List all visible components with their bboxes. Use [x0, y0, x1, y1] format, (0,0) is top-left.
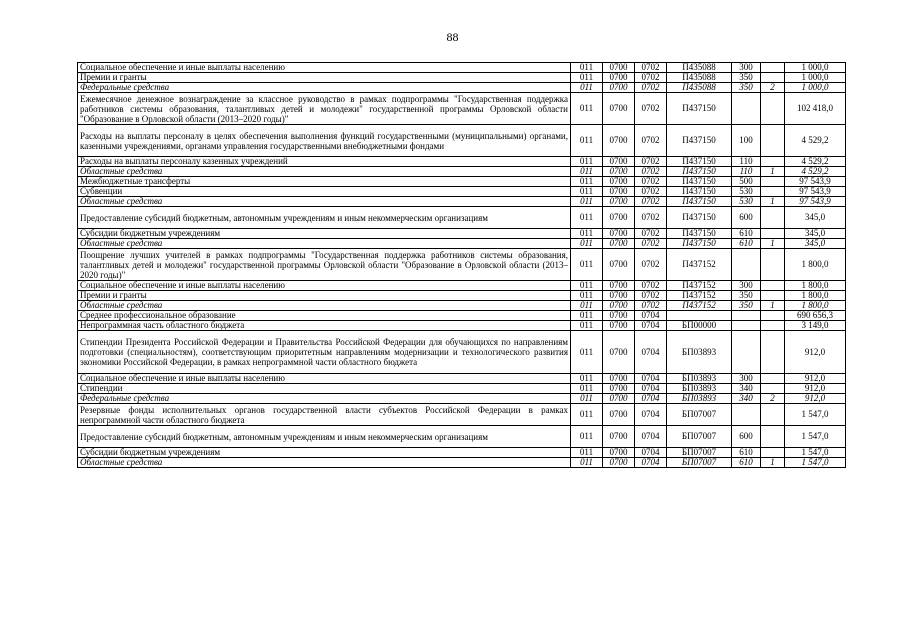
row-subsection-code: 0704 — [635, 311, 667, 321]
row-target-code: П437152 — [667, 291, 732, 301]
table-row — [78, 197, 846, 207]
row-name: Премии и гранты — [78, 291, 571, 301]
row-section-code: 0700 — [603, 458, 635, 468]
row-section-code: 0700 — [603, 448, 635, 458]
table-row — [78, 83, 846, 93]
row-target-code: БП00000 — [667, 321, 732, 331]
row-funding-source — [761, 63, 785, 73]
row-ministry-code: 011 — [571, 458, 603, 468]
row-funding-source — [761, 321, 785, 331]
row-target-code: БП07007 — [667, 404, 732, 426]
row-ministry-code: 011 — [571, 301, 603, 311]
row-section-code: 0700 — [603, 321, 635, 331]
row-ministry-code: 011 — [571, 73, 603, 83]
row-funding-source — [761, 404, 785, 426]
table-row — [78, 207, 846, 229]
row-amount: 912,0 — [785, 394, 846, 404]
table-row — [78, 167, 846, 177]
row-amount: 4 529,2 — [785, 125, 846, 157]
row-subsection-code: 0702 — [635, 249, 667, 281]
row-funding-source: 1 — [761, 301, 785, 311]
row-target-code: П435088 — [667, 73, 732, 83]
row-section-code: 0700 — [603, 63, 635, 73]
table-row — [78, 157, 846, 167]
row-expense-type: 300 — [732, 63, 761, 73]
row-funding-source: 1 — [761, 167, 785, 177]
row-subsection-code: 0704 — [635, 426, 667, 448]
row-section-code: 0700 — [603, 239, 635, 249]
row-amount: 1 000,0 — [785, 73, 846, 83]
row-ministry-code: 011 — [571, 384, 603, 394]
row-amount: 1 800,0 — [785, 249, 846, 281]
row-name: Стипендии Президента Российской Федерации и Правительства Российской Федерации для обучающихся по направлениям подготовки (специальностям), соответствующим приоритетным направлениям модернизации и технологического развития экономики Российской Федерации, в рамках непрограммной части областного бюджета — [78, 331, 571, 374]
row-subsection-code: 0702 — [635, 125, 667, 157]
row-name: Расходы на выплаты персоналу казенных учреждений — [78, 157, 571, 167]
row-target-code: П437150 — [667, 197, 732, 207]
row-section-code: 0700 — [603, 384, 635, 394]
row-name: Субсидии бюджетным учреждениям — [78, 448, 571, 458]
row-funding-source — [761, 125, 785, 157]
row-funding-source — [761, 291, 785, 301]
row-subsection-code: 0702 — [635, 63, 667, 73]
row-section-code: 0700 — [603, 167, 635, 177]
row-expense-type: 600 — [732, 426, 761, 448]
row-subsection-code: 0704 — [635, 404, 667, 426]
row-target-code: П437150 — [667, 93, 732, 125]
row-section-code: 0700 — [603, 197, 635, 207]
row-funding-source — [761, 249, 785, 281]
row-section-code: 0700 — [603, 229, 635, 239]
row-subsection-code: 0704 — [635, 458, 667, 468]
row-funding-source — [761, 281, 785, 291]
row-amount: 1 547,0 — [785, 426, 846, 448]
row-section-code: 0700 — [603, 125, 635, 157]
row-section-code: 0700 — [603, 311, 635, 321]
row-funding-source — [761, 229, 785, 239]
row-name: Субсидии бюджетным учреждениям — [78, 229, 571, 239]
row-expense-type: 610 — [732, 458, 761, 468]
row-expense-type — [732, 311, 761, 321]
row-expense-type: 350 — [732, 73, 761, 83]
row-expense-type: 350 — [732, 291, 761, 301]
row-ministry-code: 011 — [571, 83, 603, 93]
table-row — [78, 281, 846, 291]
row-funding-source — [761, 157, 785, 167]
row-subsection-code: 0702 — [635, 93, 667, 125]
row-expense-type: 610 — [732, 229, 761, 239]
row-name: Непрограммная часть областного бюджета — [78, 321, 571, 331]
row-ministry-code: 011 — [571, 125, 603, 157]
row-ministry-code: 011 — [571, 426, 603, 448]
table-row — [78, 177, 846, 187]
row-target-code: БП07007 — [667, 458, 732, 468]
row-amount: 1 000,0 — [785, 63, 846, 73]
row-subsection-code: 0702 — [635, 167, 667, 177]
row-funding-source — [761, 331, 785, 374]
table-row — [78, 448, 846, 458]
row-section-code: 0700 — [603, 187, 635, 197]
row-section-code: 0700 — [603, 404, 635, 426]
row-target-code: П437150 — [667, 157, 732, 167]
row-amount: 345,0 — [785, 207, 846, 229]
row-name: Премии и гранты — [78, 73, 571, 83]
row-expense-type: 600 — [732, 207, 761, 229]
row-target-code: П437150 — [667, 125, 732, 157]
row-expense-type: 300 — [732, 281, 761, 291]
row-section-code: 0700 — [603, 207, 635, 229]
row-ministry-code: 011 — [571, 93, 603, 125]
row-amount: 3 149,0 — [785, 321, 846, 331]
row-section-code: 0700 — [603, 83, 635, 93]
row-funding-source: 1 — [761, 239, 785, 249]
row-amount: 97 543,9 — [785, 187, 846, 197]
row-funding-source — [761, 374, 785, 384]
row-section-code: 0700 — [603, 291, 635, 301]
row-section-code: 0700 — [603, 93, 635, 125]
table-row — [78, 331, 846, 374]
row-subsection-code: 0702 — [635, 301, 667, 311]
table-row — [78, 229, 846, 239]
row-ministry-code: 011 — [571, 374, 603, 384]
row-section-code: 0700 — [603, 281, 635, 291]
row-target-code: БП03893 — [667, 374, 732, 384]
row-ministry-code: 011 — [571, 249, 603, 281]
row-ministry-code: 011 — [571, 167, 603, 177]
row-ministry-code: 011 — [571, 311, 603, 321]
row-name: Стипендии — [78, 384, 571, 394]
row-name: Среднее профессиональное образование — [78, 311, 571, 321]
row-name: Областные средства — [78, 197, 571, 207]
row-expense-type — [732, 249, 761, 281]
row-target-code: П437150 — [667, 187, 732, 197]
row-subsection-code: 0704 — [635, 394, 667, 404]
row-expense-type: 340 — [732, 384, 761, 394]
row-ministry-code: 011 — [571, 157, 603, 167]
row-name: Предоставление субсидий бюджетным, автономным учреждениям и иным некоммерческим организациям — [78, 207, 571, 229]
row-name: Поощрение лучших учителей в рамках подпрограммы "Государственная поддержка работников системы образования, талантливых детей и молодежи" государственной программы Орловской области "Образование в Орловской области (2013–2020 годы)" — [78, 249, 571, 281]
row-amount: 97 543,9 — [785, 177, 846, 187]
row-subsection-code: 0702 — [635, 73, 667, 83]
row-subsection-code: 0704 — [635, 374, 667, 384]
row-subsection-code: 0702 — [635, 239, 667, 249]
row-name: Социальное обеспечение и иные выплаты населению — [78, 63, 571, 73]
row-target-code — [667, 311, 732, 321]
row-section-code: 0700 — [603, 249, 635, 281]
table-row — [78, 125, 846, 157]
row-expense-type: 530 — [732, 197, 761, 207]
table-row — [78, 384, 846, 394]
row-ministry-code: 011 — [571, 239, 603, 249]
row-target-code: БП07007 — [667, 426, 732, 448]
row-target-code: П437150 — [667, 177, 732, 187]
budget-table — [77, 62, 846, 468]
table-row — [78, 239, 846, 249]
row-funding-source — [761, 207, 785, 229]
row-name: Резервные фонды исполнительных органов государственной власти субъектов Российской Федерации в рамках непрограммной части областного бюджета — [78, 404, 571, 426]
row-expense-type: 300 — [732, 374, 761, 384]
row-amount: 4 529,2 — [785, 167, 846, 177]
row-subsection-code: 0702 — [635, 197, 667, 207]
row-target-code: П437152 — [667, 301, 732, 311]
row-name: Федеральные средства — [78, 83, 571, 93]
row-ministry-code: 011 — [571, 187, 603, 197]
row-funding-source — [761, 448, 785, 458]
row-section-code: 0700 — [603, 73, 635, 83]
row-funding-source — [761, 311, 785, 321]
row-funding-source — [761, 177, 785, 187]
table-row — [78, 73, 846, 83]
row-name: Социальное обеспечение и иные выплаты населению — [78, 281, 571, 291]
table-row — [78, 187, 846, 197]
row-name: Расходы на выплаты персоналу в целях обеспечения выполнения функций государственными (муниципальными) органами, казенными учреждениями, органами управления государственными внебюджетными фондами — [78, 125, 571, 157]
row-expense-type: 110 — [732, 157, 761, 167]
row-expense-type: 530 — [732, 187, 761, 197]
row-target-code: П437152 — [667, 249, 732, 281]
row-ministry-code: 011 — [571, 197, 603, 207]
table-row — [78, 321, 846, 331]
row-expense-type: 610 — [732, 448, 761, 458]
row-expense-type: 340 — [732, 394, 761, 404]
table-row — [78, 426, 846, 448]
row-name: Областные средства — [78, 239, 571, 249]
row-ministry-code: 011 — [571, 207, 603, 229]
row-subsection-code: 0702 — [635, 187, 667, 197]
row-name: Межбюджетные трансферты — [78, 177, 571, 187]
row-target-code: П437152 — [667, 281, 732, 291]
row-target-code: П437150 — [667, 207, 732, 229]
row-section-code: 0700 — [603, 394, 635, 404]
row-ministry-code: 011 — [571, 177, 603, 187]
row-target-code: П435088 — [667, 63, 732, 73]
row-ministry-code: 011 — [571, 404, 603, 426]
row-amount: 4 529,2 — [785, 157, 846, 167]
row-target-code: БП03893 — [667, 394, 732, 404]
row-subsection-code: 0702 — [635, 291, 667, 301]
row-expense-type: 100 — [732, 125, 761, 157]
row-ministry-code: 011 — [571, 229, 603, 239]
row-subsection-code: 0702 — [635, 177, 667, 187]
row-funding-source — [761, 426, 785, 448]
row-amount: 912,0 — [785, 331, 846, 374]
row-target-code: П435088 — [667, 83, 732, 93]
row-ministry-code: 011 — [571, 331, 603, 374]
row-expense-type: 350 — [732, 83, 761, 93]
row-funding-source: 2 — [761, 394, 785, 404]
row-funding-source — [761, 73, 785, 83]
table-row — [78, 374, 846, 384]
row-expense-type: 110 — [732, 167, 761, 177]
row-target-code: П437150 — [667, 167, 732, 177]
row-name: Предоставление субсидий бюджетным, автономным учреждениям и иным некоммерческим организациям — [78, 426, 571, 448]
row-ministry-code: 011 — [571, 281, 603, 291]
row-amount: 97 543,9 — [785, 197, 846, 207]
row-subsection-code: 0704 — [635, 384, 667, 394]
row-subsection-code: 0702 — [635, 229, 667, 239]
row-name: Областные средства — [78, 458, 571, 468]
row-name: Ежемесячное денежное вознаграждение за классное руководство в рамках подпрограммы "Государственная поддержка работников системы образования, талантливых детей и молодежи" государственной программы Орловской области "Образование в Орловской области (2013–2020 годы)" — [78, 93, 571, 125]
table-row — [78, 93, 846, 125]
row-funding-source — [761, 384, 785, 394]
row-amount: 1 547,0 — [785, 458, 846, 468]
row-amount: 345,0 — [785, 239, 846, 249]
row-section-code: 0700 — [603, 157, 635, 167]
row-name: Субвенции — [78, 187, 571, 197]
row-funding-source: 1 — [761, 197, 785, 207]
row-target-code: БП03893 — [667, 384, 732, 394]
table-row — [78, 301, 846, 311]
row-expense-type: 500 — [732, 177, 761, 187]
row-section-code: 0700 — [603, 331, 635, 374]
row-amount: 102 418,0 — [785, 93, 846, 125]
row-ministry-code: 011 — [571, 321, 603, 331]
table-row — [78, 311, 846, 321]
row-funding-source — [761, 187, 785, 197]
table-row — [78, 249, 846, 281]
table-row — [78, 394, 846, 404]
row-subsection-code: 0702 — [635, 83, 667, 93]
row-ministry-code: 011 — [571, 291, 603, 301]
row-subsection-code: 0702 — [635, 207, 667, 229]
table-row — [78, 63, 846, 73]
row-target-code: БП07007 — [667, 448, 732, 458]
row-amount: 1 000,0 — [785, 83, 846, 93]
row-ministry-code: 011 — [571, 63, 603, 73]
row-section-code: 0700 — [603, 301, 635, 311]
row-expense-type — [732, 404, 761, 426]
row-amount: 912,0 — [785, 384, 846, 394]
row-amount: 1 547,0 — [785, 404, 846, 426]
row-subsection-code: 0704 — [635, 448, 667, 458]
row-amount: 690 656,3 — [785, 311, 846, 321]
row-target-code: П437150 — [667, 239, 732, 249]
row-funding-source: 1 — [761, 458, 785, 468]
row-name: Областные средства — [78, 167, 571, 177]
row-section-code: 0700 — [603, 177, 635, 187]
row-expense-type — [732, 321, 761, 331]
row-ministry-code: 011 — [571, 394, 603, 404]
row-amount: 1 800,0 — [785, 281, 846, 291]
row-section-code: 0700 — [603, 374, 635, 384]
row-target-code: БП03893 — [667, 331, 732, 374]
row-subsection-code: 0702 — [635, 281, 667, 291]
row-name: Областные средства — [78, 301, 571, 311]
row-expense-type — [732, 93, 761, 125]
row-expense-type: 350 — [732, 301, 761, 311]
row-subsection-code: 0704 — [635, 321, 667, 331]
table-row — [78, 458, 846, 468]
table-row — [78, 404, 846, 426]
row-subsection-code: 0704 — [635, 331, 667, 374]
row-amount: 1 800,0 — [785, 291, 846, 301]
row-name: Социальное обеспечение и иные выплаты населению — [78, 374, 571, 384]
row-amount: 1 800,0 — [785, 301, 846, 311]
row-amount: 345,0 — [785, 229, 846, 239]
page-number: 88 — [446, 30, 459, 44]
row-target-code: П437150 — [667, 229, 732, 239]
row-section-code: 0700 — [603, 426, 635, 448]
row-amount: 912,0 — [785, 374, 846, 384]
row-name: Федеральные средства — [78, 394, 571, 404]
table-row — [78, 291, 846, 301]
row-funding-source: 2 — [761, 83, 785, 93]
row-funding-source — [761, 93, 785, 125]
row-subsection-code: 0702 — [635, 157, 667, 167]
row-amount: 1 547,0 — [785, 448, 846, 458]
row-expense-type — [732, 331, 761, 374]
row-ministry-code: 011 — [571, 448, 603, 458]
row-expense-type: 610 — [732, 239, 761, 249]
